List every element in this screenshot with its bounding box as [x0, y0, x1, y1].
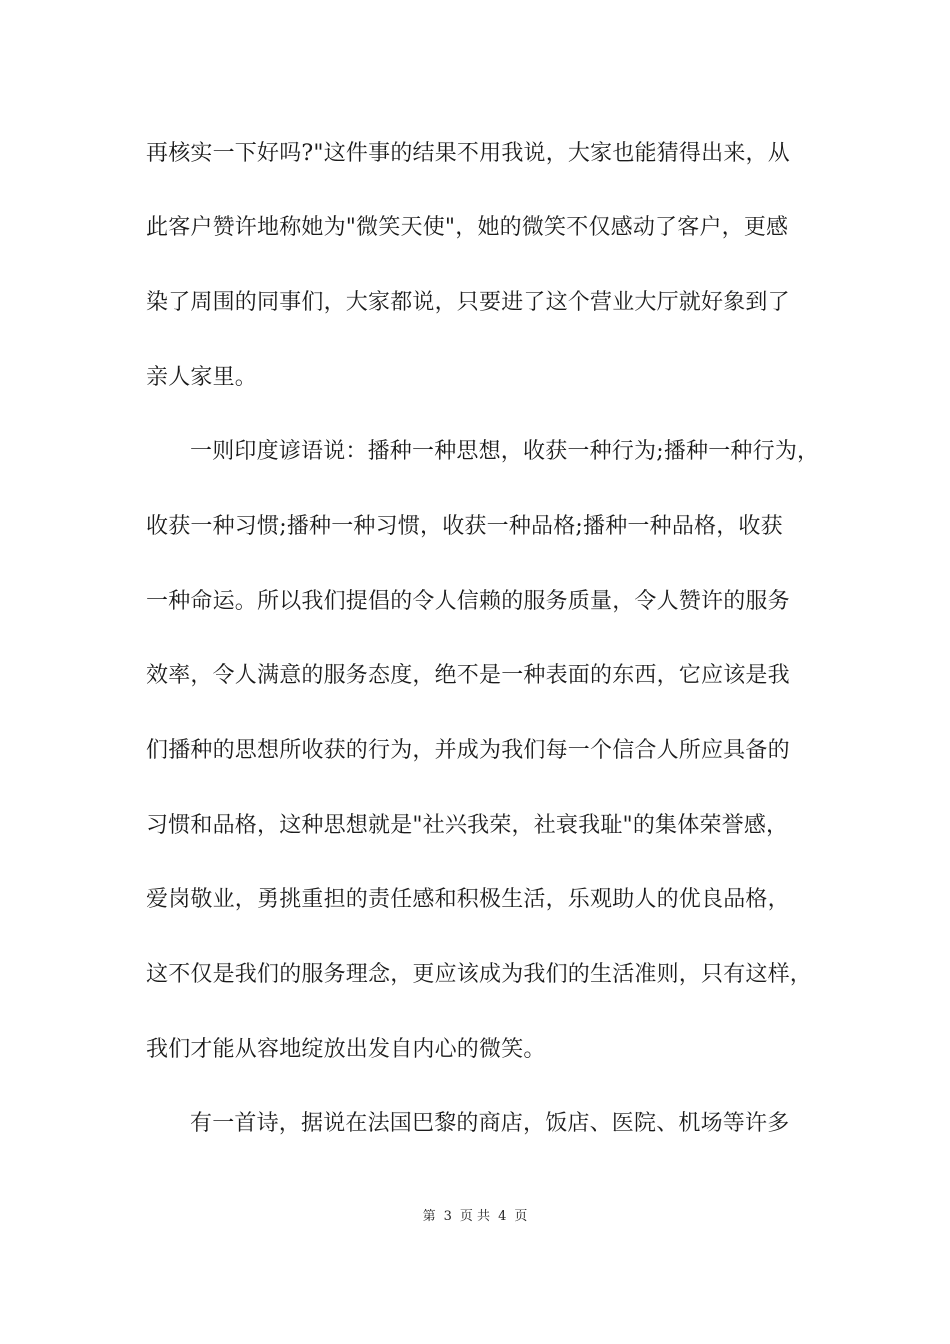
text-line: 习惯和品格，这种思想就是"社兴我荣，社衰我耻"的集体荣誉感， — [146, 813, 789, 838]
text-line: 爱岗敬业，勇挑重担的责任感和积极生活，乐观助人的优良品格， — [146, 887, 790, 912]
paragraph-first-line: 有一首诗，据说在法国巴黎的商店，饭店、医院、机场等许多 — [190, 1111, 790, 1136]
paragraph-first-line: 一则印度谚语说：播种一种思想，收获一种行为;播种一种行为， — [190, 439, 820, 464]
text-line: 一种命运。所以我们提倡的令人信赖的服务质量，令人赞许的服务 — [146, 589, 790, 614]
text-line: 们播种的思想所收获的行为，并成为我们每一个信合人所应具备的 — [146, 738, 790, 763]
footer-suffix: 页 — [514, 1209, 528, 1224]
text-line: 染了周围的同事们，大家都说，只要进了这个营业大厅就好象到了 — [146, 290, 790, 315]
text-line: 亲人家里。 — [146, 365, 258, 390]
text-line: 此客户赞许地称她为"微笑天使"，她的微笑不仅感动了客户，更感 — [146, 215, 789, 240]
text-line: 效率，令人满意的服务态度，绝不是一种表面的东西，它应该是我 — [146, 663, 790, 688]
footer-total-pages: 4 — [498, 1209, 507, 1224]
text-line: 再核实一下好吗?"这件事的结果不用我说，大家也能猜得出来，从 — [146, 141, 790, 166]
footer-middle: 页 共 — [459, 1209, 491, 1224]
text-line: 我们才能从容地绽放出发自内心的微笑。 — [146, 1037, 546, 1062]
footer-current-page: 3 — [443, 1209, 452, 1224]
text-line: 这不仅是我们的服务理念，更应该成为我们的生活准则，只有这样， — [146, 962, 813, 987]
page-footer — [0, 1208, 950, 1226]
text-line: 收获一种习惯;播种一种习惯，收获一种品格;播种一种品格，收获 — [146, 514, 783, 539]
footer-prefix: 第 — [422, 1209, 436, 1224]
